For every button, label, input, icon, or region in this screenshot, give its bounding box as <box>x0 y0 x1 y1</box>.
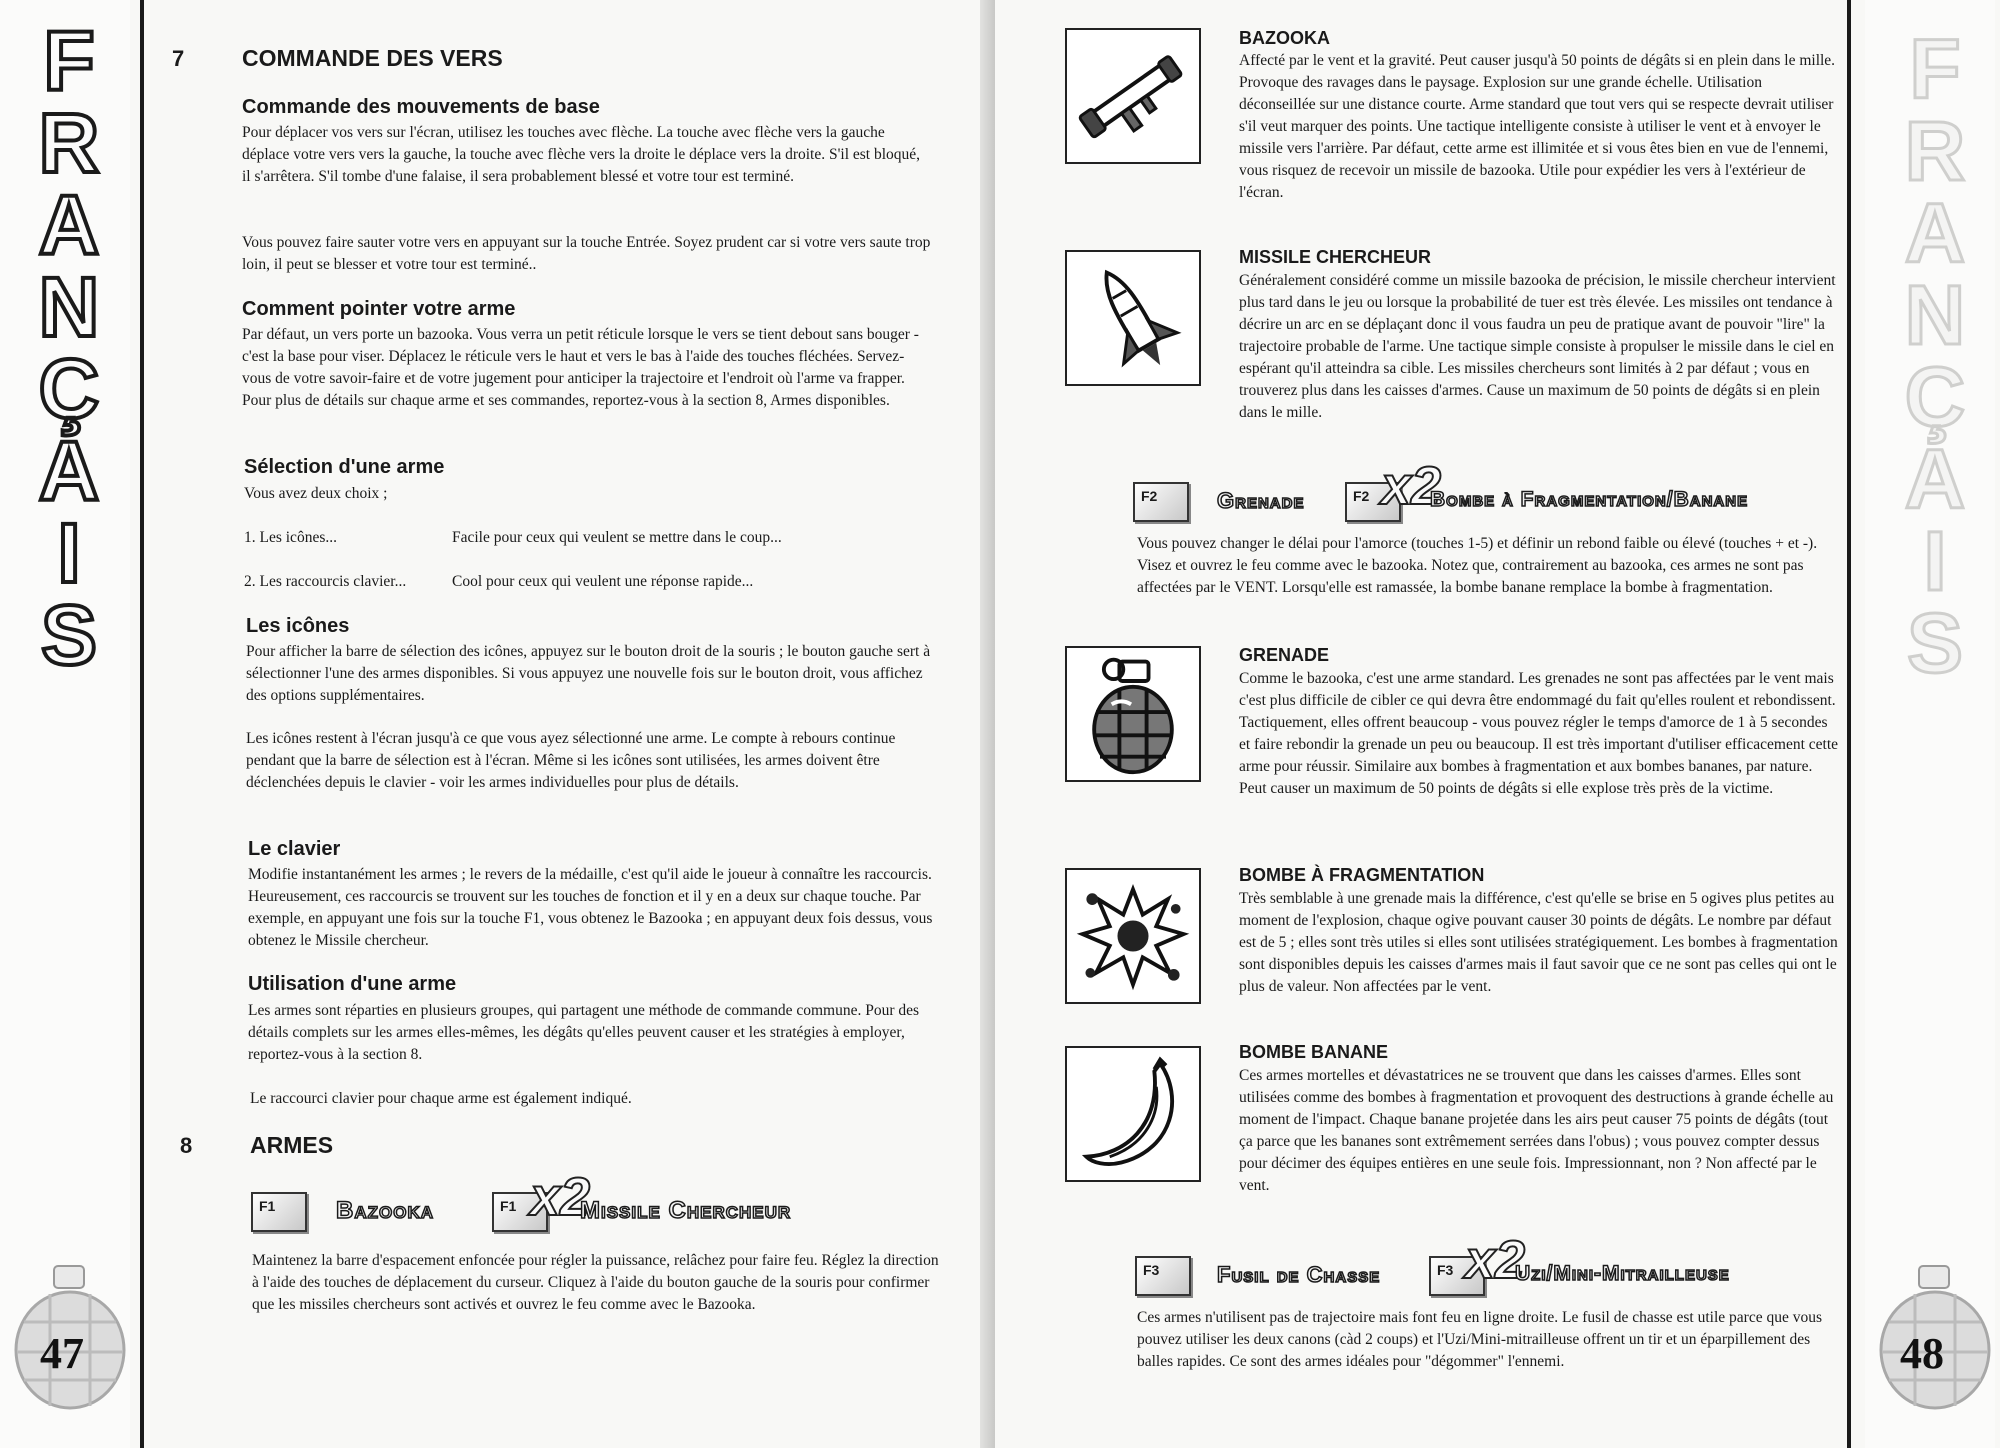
paragraph: Vous pouvez changer le délai pour l'amorce (touches 1-5) et définir un rebond faible ou élevé (touches + et -). Visez et ouvrez le feu comme avec le bazooka. Notez que, contrairement au bazooka, ces armes ne sont pas affectées par le VENT. Lorsqu'elle est ramassée, la bombe banane remplace la bombe à fragmentation. <box>1137 535 1818 596</box>
weapon-label-grenade: Grenade <box>1217 488 1305 513</box>
weapon-title: BOMBE À FRAGMENTATION <box>1239 865 1485 885</box>
bazooka-icon <box>1065 28 1201 164</box>
paragraph: Vous pouvez faire sauter votre vers en appuyant sur la touche Entrée. Soyez prudent car si votre vers saute trop loin, il peut se blesser et votre tour est terminé.. <box>242 234 931 273</box>
vertical-title-francais: F R A N Ç A I S <box>38 14 100 682</box>
explosion-icon <box>1065 868 1201 1004</box>
weapon-title: BAZOOKA <box>1239 28 1330 48</box>
right-page <box>995 0 2000 1448</box>
right-margin-rule <box>1847 0 1851 1448</box>
grenade-icon <box>1065 646 1201 782</box>
paragraph: Vous avez deux choix ; <box>244 485 388 502</box>
subsection-title: Commande des mouvements de base <box>242 96 600 118</box>
weapon-label-missile: Missile Chercheur <box>580 1197 792 1224</box>
banana-icon <box>1065 1046 1201 1182</box>
double-press-icon: x2 <box>1465 1230 1526 1290</box>
double-press-icon: x2 <box>530 1167 591 1227</box>
f3-key-icon: F3 <box>1429 1256 1485 1296</box>
weapon-title: GRENADE <box>1239 645 1330 665</box>
list-item-desc: Facile pour ceux qui veulent se mettre dans le coup... <box>452 529 782 546</box>
vertical-title-francais-ghost: F R A N Ç A I S <box>1904 22 1966 690</box>
paragraph: Généralement considéré comme un missile bazooka de précision, le missile chercheur intervient plus tard dans le jeu ou lorsque la probabilité de tuer est très élevée. Les missiles ont tendance à décrire un arc en se déplaçant donc il vous faudra un peu de pratique avant de pouvoir "lire" la trajectoire probable de l'arme. Une tactique simple consiste à propulser le missile dans le ciel en espérant qu'il atteindra sa cible. Les missiles chercheurs sont limités à 2 par défaut ; vous en trouverez plus dans les caisses d'armes. Cause un maximum de 50 points de dégâts si en plein dans le mille. <box>1239 272 1836 421</box>
f2-key-icon: F2 <box>1133 482 1189 522</box>
weapon-label-uzi: Uzi/Mini-Mitrailleuse <box>1515 1262 1730 1285</box>
f1-key-icon: F1 <box>251 1192 307 1232</box>
paragraph: Par défaut, un vers porte un bazooka. Vous verra un petit réticule lorsque le vers se tient debout sans bouger - c'est la base pour viser. Déplacez le réticule vers le haut et vers le bas à l'aide des touches fléchées. Servez-vous de votre savoir-faire et de votre jugement pour anticiper la trajectoire et l'endroit où l'arme va frapper. Pour plus de détails sur chaque arme et ses commandes, reportez-vous à la section 8, Armes disponibles. <box>242 326 919 409</box>
paragraph: Comme le bazooka, c'est une arme standard. Les grenades ne sont pas affectées par le vent mais c'est plus difficile de cibler ce qui devra être endommagé du fait qu'elles roulent et rebondissent. Tactiquement, elles offrent beaucoup - vous pouvez régler le temps d'amorce de 1 à 5 secondes et faire rebondir la grenade un peu ou beaucoup. Il est très important d'utiliser efficacement cette arme pour réussir. Similaire aux bombes à fragmentation et aux bombes bananes, par nature. Peut causer un maximum de 50 points de dégâts si elle explose très près de la victime. <box>1239 670 1839 797</box>
weapon-label-shotgun: Fusil de Chasse <box>1217 1262 1381 1287</box>
list-item-desc: Cool pour ceux qui veulent une réponse rapide... <box>452 573 754 590</box>
paragraph: Modifie instantanément les armes ; le revers de la médaille, c'est qu'il aide le joueur à connaître les raccourcis. Heureusement, ces raccourcis se trouvent sur les touches de fonction et il y en a deux sur chaque touche. Par exemple, en appuyant une fois sur la touche F1, vous obtenez le Bazooka ; en appuyant deux fois dessus, vous obtenez le Missile chercheur. <box>248 866 933 949</box>
f1-key-icon: F1 <box>492 1192 548 1232</box>
f3-key-icon: F3 <box>1135 1256 1191 1296</box>
left-margin-rule <box>140 0 144 1448</box>
weapon-label-cluster-banana: Bombe à Fragmentation/Banane <box>1430 488 1749 511</box>
paragraph: Pour afficher la barre de sélection des icônes, appuyez sur le bouton droit de la souris ; le bouton gauche sert à sélectionner l'une des armes disponibles. Si vous appuyez une nouvelle fois sur le bouton droit, vous affichez des options supplémentaires. <box>246 643 931 704</box>
subsection-title: Le clavier <box>248 838 341 860</box>
paragraph: Les icônes restent à l'écran jusqu'à ce que vous ayez sélectionné une arme. Le compte à rebours continue pendant que la barre de sélection est à l'écran. Même si les icônes sont utilisées, les armes doivent être déclenchées depuis le clavier - voir les armes individuelles pour plus de détails. <box>246 730 896 791</box>
subsection-title: Comment pointer votre arme <box>242 298 516 320</box>
section-number: 7 <box>172 46 185 71</box>
subsection-title: Utilisation d'une arme <box>248 973 457 995</box>
paragraph: Affecté par le vent et la gravité. Peut causer jusqu'à 50 points de dégâts si en plein dans le mille. Provoque des ravages dans le paysage. Explosion sur une grande échelle. Utilisation déconseillée sur une distance courte. Arme standard que tout vers qui se respecte devrait utiliser s'il veut marquer des points. Une tactique intelligente consiste à utiliser le vent et à envoyer le missile vers l'arrière. Par défaut, cette arme est illimitée et si vous êtes bien en vue de l'ennemi, vous risquez de recevoir un missile de bazooka. Utile pour expédier les vers à l'extérieur de l'écran. <box>1239 52 1836 201</box>
section-title: ARMES <box>250 1132 334 1158</box>
subsection-title: Les icônes <box>246 615 350 637</box>
double-press-icon: x2 <box>1381 456 1442 516</box>
paragraph: Pour déplacer vos vers sur l'écran, utilisez les touches avec flèche. La touche avec flèche vers la gauche déplace votre vers vers la gauche, la touche avec flèche vers la droite le déplace vers la droite. S'il est bloqué, il s'arrêtera. S'il tombe d'une falaise, il sera probablement blessé et votre tour est terminé. <box>242 124 921 185</box>
list-item-label: 1. Les icônes... <box>244 529 337 546</box>
paragraph: Les armes sont réparties en plusieurs groupes, qui partagent une méthode de commande commune. Pour des détails complets sur les armes elles-mêmes, les dégâts qu'elles peuvent causer et les stratégies à employer, reportez-vous à la section 8. <box>248 1002 920 1063</box>
missile-icon <box>1065 250 1201 386</box>
weapon-title: BOMBE BANANE <box>1239 1042 1389 1062</box>
weapon-label-bazooka: Bazooka <box>336 1197 434 1224</box>
weapon-title: MISSILE CHERCHEUR <box>1239 247 1432 267</box>
page-number: 47 <box>40 1329 84 1378</box>
list-item-label: 2. Les raccourcis clavier... <box>244 573 407 590</box>
paragraph: Ces armes mortelles et dévastatrices ne se trouvent que dans les caisses d'armes. Elles sont utilisées comme des bombes à fragmentation et provoquent des destructions à grande échelle au moment de l'impact. Chaque banane projetée dans les airs peut causer 75 points de dégâts (tout ça parce que les bananes sont extrêmement serrées dans l'obus) ; vous pouvez compter dessus pour décimer des équipes entières en une seule fois. Impressionnant, non ? Non affecté par le vent. <box>1239 1067 1834 1194</box>
section-number: 8 <box>180 1133 193 1158</box>
section-title: COMMANDE DES VERS <box>242 45 503 71</box>
paragraph: Très semblable à une grenade mais la différence, c'est qu'elle se brise en 5 ogives plus petites au moment de l'explosion, chaque ogive pouvant causer 30 points de dégâts. Le nombre par défaut est de 5 ; elles sont très utiles si elles sont utilisées stratégiquement. Les bombes à fragmentation sont disponibles depuis les caisses d'armes mais il faut savoir que ce ne sont pas celles qui ont le plus de valeur. Non affectées par le vent. <box>1239 890 1838 995</box>
left-page <box>0 0 995 1448</box>
paragraph: Maintenez la barre d'espacement enfoncée pour régler la puissance, relâchez pour faire feu. Réglez la direction à l'aide des touches de déplacement du curseur. Cliquez à l'aide du bouton gauche de la souris pour confirmer que les missiles chercheurs sont activés et ouvrez le feu comme avec le Bazooka. <box>252 1252 939 1313</box>
subsection-title: Sélection d'une arme <box>244 456 445 478</box>
f2-key-icon: F2 <box>1345 482 1401 522</box>
page-number: 48 <box>1900 1329 1944 1378</box>
paragraph: Le raccourci clavier pour chaque arme est également indiqué. <box>250 1090 632 1107</box>
paragraph: Ces armes n'utilisent pas de trajectoire mais font feu en ligne droite. Le fusil de chasse est utile parce que vous pouvez utiliser les deux canons (càd 2 coups) et l'Uzi/Mini-mitrailleuse offrent un tir et un éparpillement des balles rapides. Ce sont des armes idéales pour "dégommer" l'ennemi. <box>1137 1309 1823 1370</box>
